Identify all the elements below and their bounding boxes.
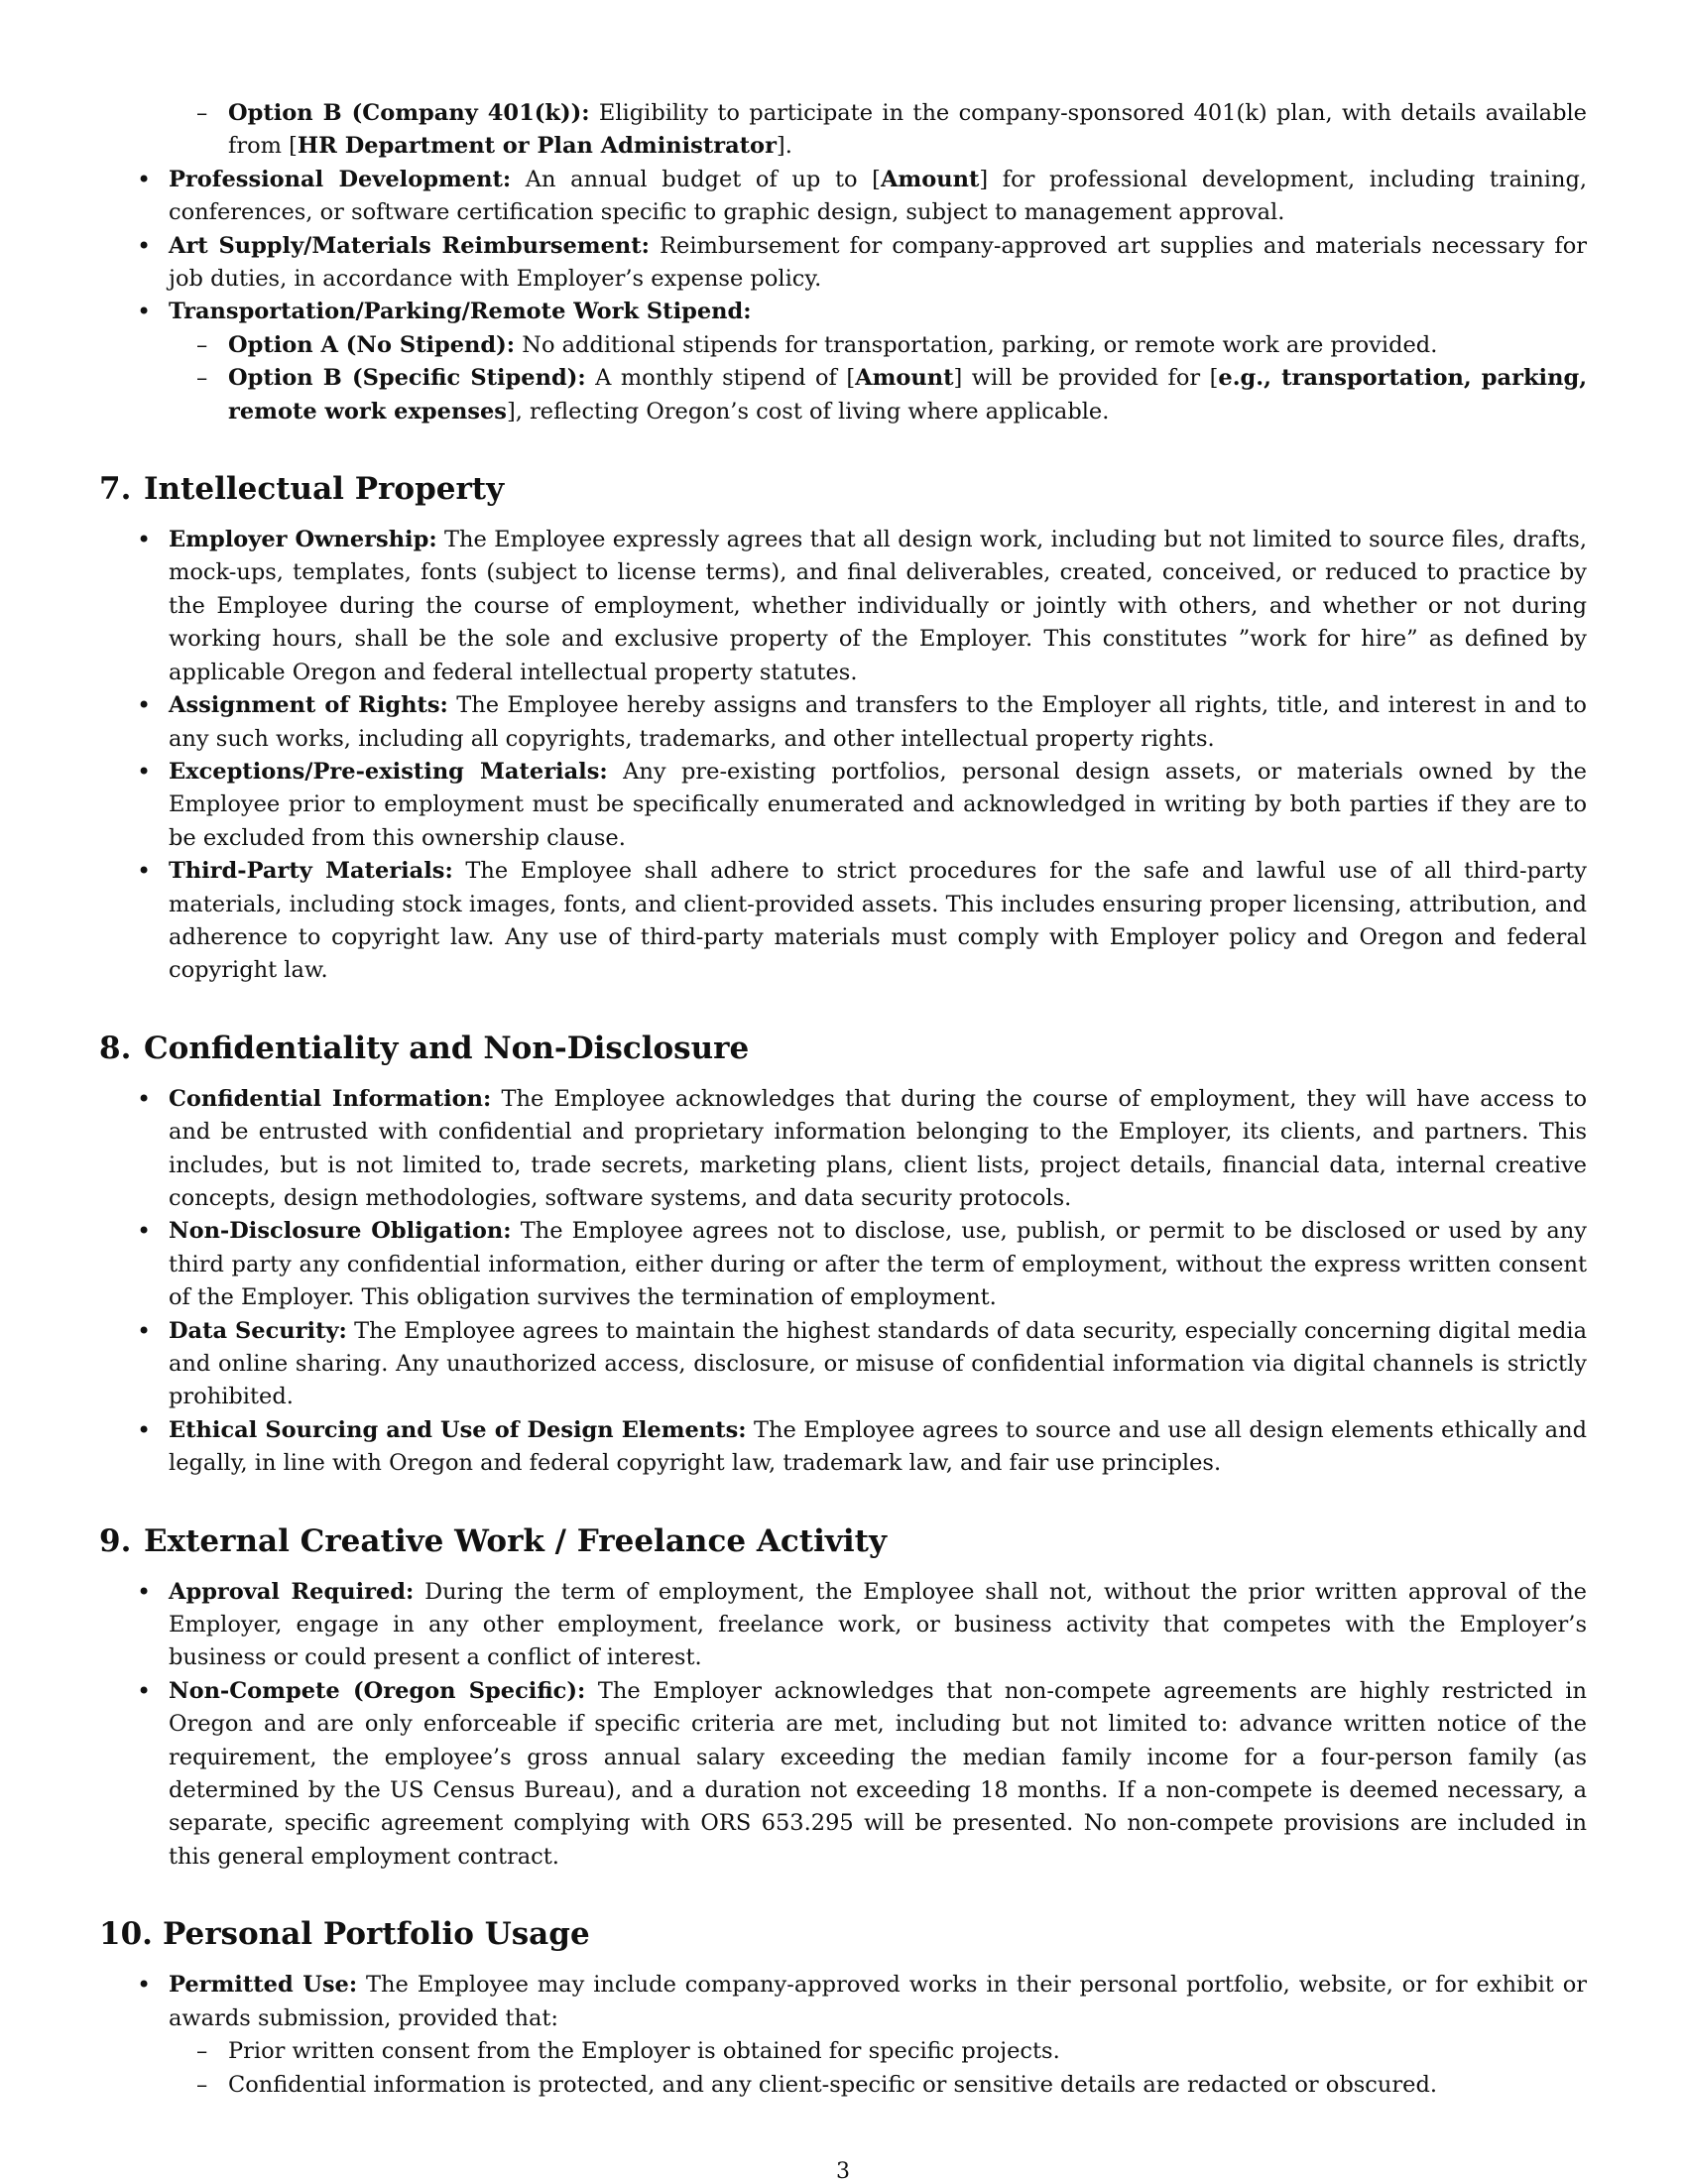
benefits-list bbox=[99, 164, 1587, 428]
professional-development-item: • Professional Development: An annual budget of up to [Amount] for professional development, including training, conferences, or software certification specific to graphic design, subject to management approval. bbox=[99, 164, 1587, 230]
sub-list-item: – Prior written consent from the Employer is obtained for specific projects. bbox=[169, 2035, 1587, 2068]
list-item: • Third-Party Materials: The Employee shall adhere to strict procedures for the safe and lawful use of all third-party materials, including stock images, fonts, and client-provided assets. This includes ensuring proper licensing, attribution, and adherence to copyright law. Any use of third-party materials must comply with Employer policy and Oregon and federal copyright law. bbox=[99, 855, 1587, 988]
list-item: • Assignment of Rights: The Employee hereby assigns and transfers to the Employer all rights, title, and interest in and to any such works, including all copyrights, trademarks, and other intellectual property rights. bbox=[99, 689, 1587, 756]
list-item: • Employer Ownership: The Employee expressly agrees that all design work, including but not limited to source files, drafts, mock-ups, templates, fonts (subject to license terms), and final deliverables, created, conceived, or reduced to practice by the Employee during the course of employment, whether individually or jointly with others, and whether or not during working hours, shall be the sole and exclusive property of the Employer. This constitutes ”work for hire” as defined by applicable Oregon and federal intellectual property statutes. bbox=[99, 524, 1587, 689]
transport-option-b: – Option B (Specific Stipend): A monthly stipend of [Amount] will be provided for [e.g., transportation, parking, remote work expenses], reflecting Oregon’s cost of living where applicable. bbox=[169, 362, 1587, 428]
list-item: • Permitted Use: The Employee may include company-approved works in their personal portfolio, website, or for exhibit or awards submission, provided that: – Prior written consent from the Employer is obtained for specific projects. – Confidential information is protected, and any client-specific or sensitive details are redacted or obscured. bbox=[99, 1969, 1587, 2102]
section-10-list bbox=[99, 1969, 1587, 2102]
page-content bbox=[99, 97, 1587, 2102]
section-8-list bbox=[99, 1083, 1587, 1481]
page-number: 3 bbox=[836, 2159, 850, 2184]
benefits-continuation bbox=[99, 97, 1587, 164]
section-10-heading: 10. Personal Portfolio Usage bbox=[99, 1916, 590, 1953]
section-7-heading: 7. Intellectual Property bbox=[99, 471, 505, 508]
list-item: • Exceptions/Pre-existing Materials: Any pre-existing portfolios, personal design assets, or materials owned by the Employee prior to employment must be specifically enumerated and acknowledged in writing by both parties if they are to be excluded from this ownership clause. bbox=[99, 756, 1587, 855]
list-item: • Non-Disclosure Obligation: The Employee agrees not to disclose, use, publish, or permit to be disclosed or used by any third party any confidential information, either during or after the term of employment, without the express written consent of the Employer. This obligation survives the termination of employment. bbox=[99, 1215, 1587, 1314]
section-9-heading: 9. External Creative Work / Freelance Activity bbox=[99, 1522, 887, 1559]
section-8-heading: 8. Confidentiality and Non-Disclosure bbox=[99, 1030, 750, 1066]
transport-stipend-item: • Transportation/Parking/Remote Work Stipend: – Option A (No Stipend): No additional stipends for transportation, parking, or remote work are provided. – Option B (Specific Stipend): A monthly stipend of [Amount] will be provided for [e.g., transportation, parking, remote work expenses], reflecting Oregon’s cost of living where applicable. bbox=[99, 296, 1587, 428]
list-item: • Non-Compete (Oregon Specific): The Employer acknowledges that non-compete agreements are highly restricted in Oregon and are only enforceable if specific criteria are met, including but not limited to: advance written notice of the requirement, the employee’s gross annual salary exceeding the median family income for a four-person family (as determined by the US Census Bureau), and a duration not exceeding 18 months. If a non-compete is deemed necessary, a separate, specific agreement complying with ORS 653.295 will be presented. No non-compete provisions are included in this general employment contract. bbox=[99, 1675, 1587, 1874]
art-supply-item: • Art Supply/Materials Reimbursement: Reimbursement for company-approved art supplies and materials necessary for job duties, in accordance with Employer’s expense policy. bbox=[99, 230, 1587, 297]
portfolio-conditions bbox=[169, 2035, 1587, 2102]
transport-options bbox=[169, 329, 1587, 428]
section-7-list bbox=[99, 524, 1587, 988]
list-item: • Data Security: The Employee agrees to maintain the highest standards of data security, especially concerning digital media and online sharing. Any unauthorized access, disclosure, or misuse of confidential information via digital channels is strictly prohibited. bbox=[99, 1315, 1587, 1414]
option-b-401k: – Option B (Company 401(k)): Eligibility to participate in the company-sponsored 401(k) plan, with details available from [HR Department or Plan Administrator]. bbox=[99, 97, 1587, 164]
sub-list-item: – Confidential information is protected, and any client-specific or sensitive details are redacted or obscured. bbox=[169, 2069, 1587, 2102]
list-item: • Approval Required: During the term of employment, the Employee shall not, without the prior written approval of the Employer, engage in any other employment, freelance work, or business activity that competes with the Employer’s business or could present a conflict of interest. bbox=[99, 1576, 1587, 1675]
section-9-list bbox=[99, 1576, 1587, 1875]
transport-option-a: – Option A (No Stipend): No additional stipends for transportation, parking, or remote work are provided. bbox=[169, 329, 1587, 362]
list-item: • Confidential Information: The Employee acknowledges that during the course of employment, they will have access to and be entrusted with confidential and proprietary information belonging to the Employer, its clients, and partners. This includes, but is not limited to, trade secrets, marketing plans, client lists, project details, financial data, internal creative concepts, design methodologies, software systems, and data security protocols. bbox=[99, 1083, 1587, 1216]
list-item: • Ethical Sourcing and Use of Design Elements: The Employee agrees to source and use all design elements ethically and legally, in line with Oregon and federal copyright law, trademark law, and fair use principles. bbox=[99, 1414, 1587, 1481]
